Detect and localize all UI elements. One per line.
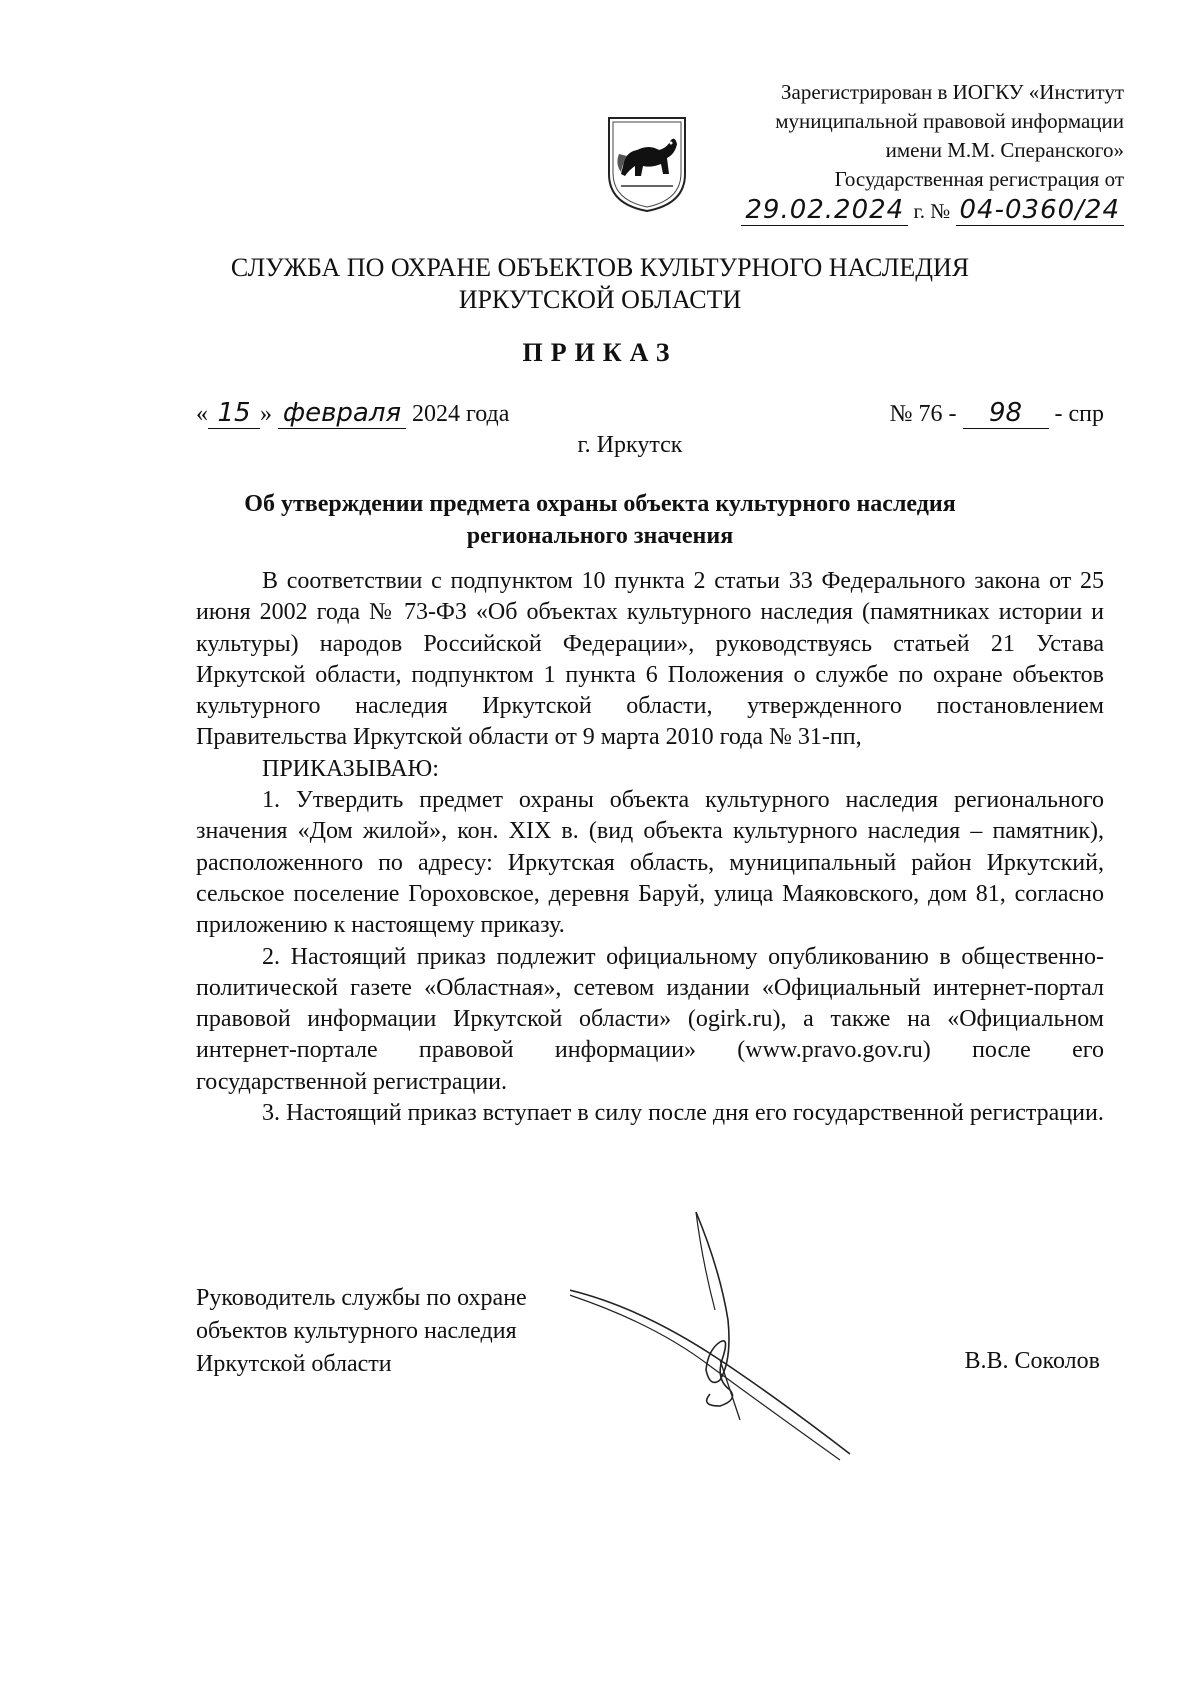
date-close-quote: » bbox=[260, 401, 272, 427]
document-heading bbox=[0, 488, 1200, 552]
document-type: ПРИКАЗ bbox=[522, 338, 678, 367]
signer-name: В.В. Соколов bbox=[964, 1348, 1100, 1374]
registration-date-number-row bbox=[704, 196, 1124, 226]
order-item-3: 3. Настоящий приказ вступает в силу после дня его государственной регистрации. bbox=[262, 1100, 1104, 1127]
order-date bbox=[196, 398, 509, 429]
registration-line-3: имени М.М. Сперанского» bbox=[885, 138, 1124, 162]
order-item-1: 1. Утвердить предмет охраны объекта культурного наследия регионального значения «Дом жилой», кон. XIX в. (вид объекта культурного наследия – памятник), расположенного по адресу: Иркутская область, муниципальный район Иркутский, сельское поселение Гороховское, деревня Баруй, улица Маяковского, дом 81, согласно приложению к настоящему приказу. bbox=[196, 787, 1104, 939]
order-item-2: 2. Настоящий приказ подлежит официальному опубликованию в общественно-политической газете «Областная», сетевом издании «Официальный интернет-портал правовой информации Иркутской области» (ogirk.ru), а также на «Официальном интернет-портале правовой информации» (www.pravo.gov.ru) после его государственной регистрации. bbox=[196, 943, 1104, 1095]
signature-title-line-1: Руководитель службы по охране bbox=[196, 1285, 527, 1311]
organization-title bbox=[0, 252, 1200, 316]
heading-line-1: Об утверждении предмета охраны объекта культурного наследия bbox=[244, 491, 956, 517]
heading-line-2: регионального значения bbox=[466, 523, 734, 549]
registration-number: 04-0360/24 bbox=[956, 195, 1124, 226]
preamble-paragraph: В соответствии с подпунктом 10 пункта 2 статьи 33 Федерального закона от 25 июня 2002 года № 73-ФЗ «Об объектах культурного наследия (памятниках истории и культуры) народов Российской Федерации», руководствуясь статьей 21 Устава Иркутской области, подпунктом 1 пункта 6 Положения о службе по охране объектов культурного наследия Иркутской области, утвержденного постановлением Правительства Иркутской области от 9 марта 2010 года № 31-пп, bbox=[196, 568, 1104, 751]
city: г. Иркутск bbox=[577, 432, 683, 458]
order-number bbox=[890, 398, 1104, 429]
date-day: 15 bbox=[208, 398, 260, 429]
organization-title-line-2: ИРКУТСКОЙ ОБЛАСТИ bbox=[458, 285, 742, 314]
date-month: февраля bbox=[278, 398, 406, 429]
registration-line-4: Государственная регистрация от bbox=[834, 167, 1124, 191]
order-verb: ПРИКАЗЫВАЮ: bbox=[262, 755, 439, 782]
coat-of-arms-irkutsk-icon bbox=[605, 114, 689, 214]
signature-title-line-3: Иркутской области bbox=[196, 1351, 392, 1377]
order-number-suffix: - спр bbox=[1054, 401, 1104, 427]
registration-stamp bbox=[704, 78, 1124, 226]
order-number-prefix: № 76 - bbox=[889, 401, 957, 427]
registration-line-1: Зарегистрирован в ИОГКУ «Институт bbox=[780, 80, 1124, 104]
registration-date: 29.02.2024 bbox=[741, 195, 908, 226]
date-open-quote: « bbox=[196, 401, 208, 427]
document-body bbox=[196, 566, 1104, 1129]
signature-block bbox=[196, 1282, 527, 1381]
handwritten-signature-icon bbox=[570, 1210, 870, 1480]
date-year: 2024 года bbox=[412, 401, 510, 427]
registration-number-label: г. № bbox=[913, 199, 951, 223]
organization-title-line-1: СЛУЖБА ПО ОХРАНЕ ОБЪЕКТОВ КУЛЬТУРНОГО НАСЛЕДИЯ bbox=[230, 253, 970, 282]
registration-line-2: муниципальной правовой информации bbox=[775, 109, 1124, 133]
order-number-value: 98 bbox=[963, 398, 1049, 429]
signature-title-line-2: объектов культурного наследия bbox=[196, 1318, 517, 1344]
